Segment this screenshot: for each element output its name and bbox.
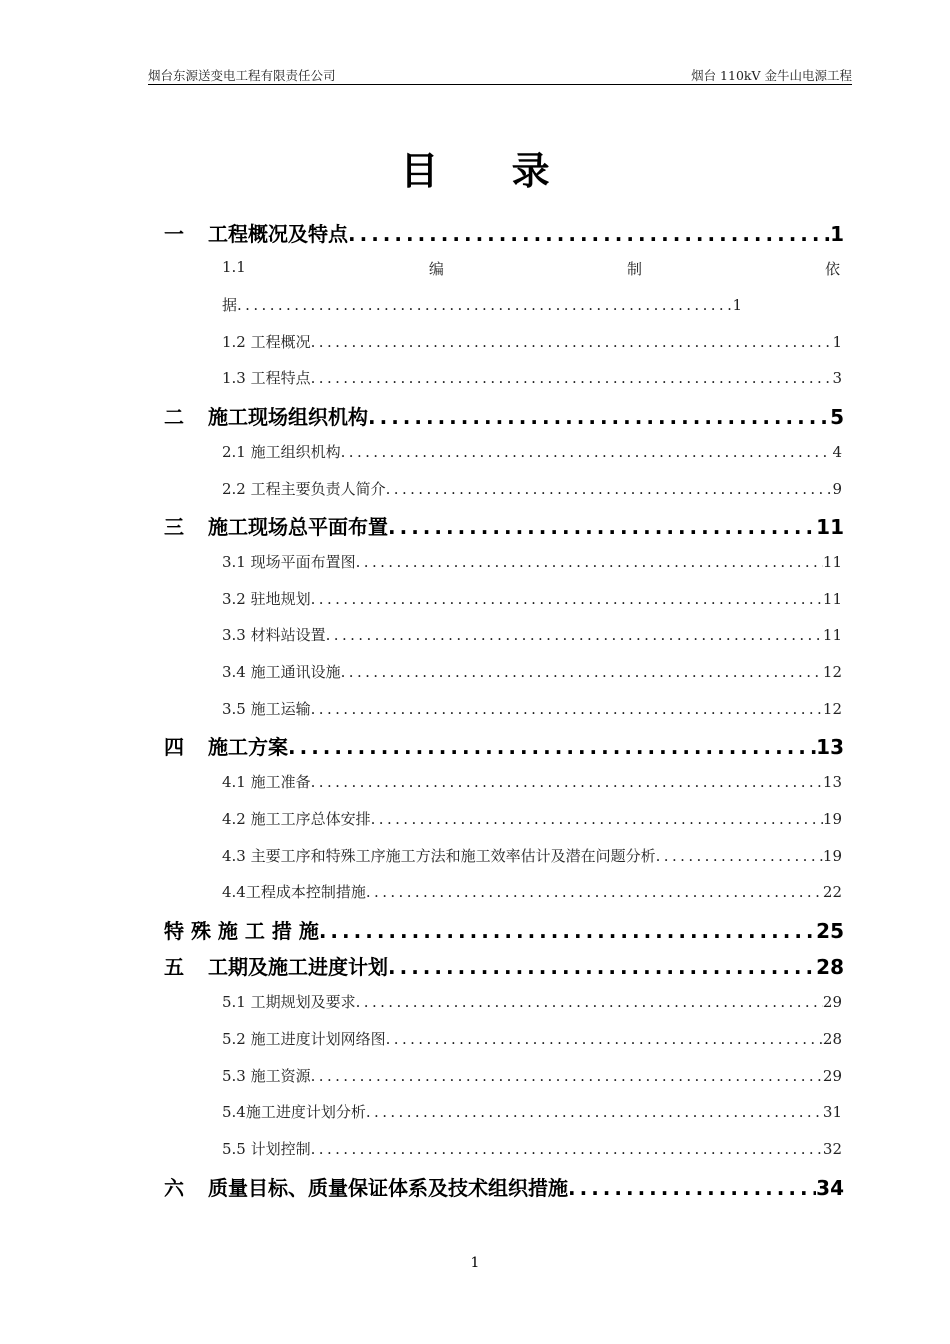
toc-chapter-2[interactable] <box>164 401 844 430</box>
page-number: 12 <box>822 700 842 718</box>
section-title: 3.3 材料站设置 <box>222 626 326 644</box>
header-project: 烟台 110kV 金牛山电源工程 <box>691 68 852 83</box>
chapter-number: 二 <box>164 405 184 429</box>
section-title: 2.2 工程主要负责人简介 <box>222 480 386 498</box>
header-company: 烟台东源送变电工程有限责任公司 <box>148 68 336 83</box>
page-number: 29 <box>822 993 842 1011</box>
page-number: 4 <box>832 443 842 461</box>
toc-section-5-4[interactable] <box>222 1101 842 1122</box>
toc-section-5-3[interactable] <box>222 1065 842 1086</box>
page-number: 22 <box>822 883 842 901</box>
page-number: 11 <box>822 553 842 571</box>
toc-section-2-1[interactable] <box>222 441 842 462</box>
leader-dots <box>311 369 833 387</box>
toc-section-3-4[interactable] <box>222 661 842 682</box>
leader-dots <box>366 883 823 901</box>
leader-dots <box>348 222 830 246</box>
chapter-title: 施工现场总平面布置 <box>208 515 388 539</box>
page-number: 11 <box>822 590 842 608</box>
page-number: 34 <box>816 1176 844 1200</box>
leader-dots <box>326 626 823 644</box>
toc-section-4-4[interactable] <box>222 881 842 902</box>
leader-dots <box>386 480 833 498</box>
leader-dots <box>311 773 823 791</box>
page-number: 13 <box>816 735 844 759</box>
page-number: 13 <box>822 773 842 791</box>
leader-dots <box>388 515 816 539</box>
toc-special-measures[interactable] <box>164 915 844 944</box>
section-title: 2.1 施工组织机构 <box>222 443 341 461</box>
section-title: 1.3 工程特点 <box>222 369 311 387</box>
toc-chapter-1[interactable] <box>164 218 844 247</box>
page-number: 9 <box>832 480 842 498</box>
leader-dots <box>368 405 830 429</box>
section-word-2: 制 <box>626 260 642 278</box>
section-title: 5.4施工进度计划分析 <box>222 1103 366 1121</box>
section-title: 3.5 施工运输 <box>222 700 311 718</box>
section-title: 5.5 计划控制 <box>222 1140 311 1158</box>
toc-section-3-3[interactable] <box>222 624 842 645</box>
leader-dots <box>388 955 816 979</box>
leader-dots <box>311 700 823 718</box>
toc-section-1-3[interactable] <box>222 367 842 388</box>
section-title: 4.2 施工工序总体安排 <box>222 810 371 828</box>
section-title: 5.3 施工资源 <box>222 1067 311 1085</box>
leader-dots <box>311 1067 823 1085</box>
leader-dots <box>356 993 823 1011</box>
leader-dots <box>656 847 823 865</box>
leader-dots <box>311 590 823 608</box>
leader-dots <box>341 443 833 461</box>
toc-chapter-6[interactable] <box>164 1172 844 1201</box>
chapter-number: 一 <box>164 222 184 246</box>
toc-section-4-2[interactable] <box>222 808 842 829</box>
toc-section-4-3[interactable] <box>222 845 842 866</box>
page-header <box>148 66 852 85</box>
section-number: 1.1 <box>222 258 246 276</box>
chapter-number: 四 <box>164 735 184 759</box>
page-number: 31 <box>822 1103 842 1121</box>
section-title: 3.1 现场平面布置图 <box>222 553 356 571</box>
leader-dots <box>371 810 823 828</box>
toc-chapter-5[interactable] <box>164 951 844 980</box>
chapter-title: 工程概况及特点 <box>208 222 348 246</box>
leader-dots <box>319 919 816 943</box>
chapter-number: 三 <box>164 515 184 539</box>
page-number: 11 <box>816 515 844 539</box>
page-number: 29 <box>822 1067 842 1085</box>
leader-dots <box>366 1103 823 1121</box>
leader-dots <box>288 735 816 759</box>
toc-title: 目 录 <box>400 149 580 193</box>
chapter-title: 工期及施工进度计划 <box>208 955 388 979</box>
leader-dots <box>341 663 823 681</box>
chapter-title: 施工方案 <box>208 735 288 759</box>
page-number: 11 <box>822 626 842 644</box>
chapter-title: 特 殊 施 工 措 施 <box>164 919 319 943</box>
leader-dots <box>311 333 833 351</box>
section-title: 5.2 施工进度计划网络图 <box>222 1030 386 1048</box>
section-title: 3.2 驻地规划 <box>222 590 311 608</box>
section-title: 5.1 工期规划及要求 <box>222 993 356 1011</box>
section-title: 4.4工程成本控制措施 <box>222 883 366 901</box>
page-footer-number: 1 <box>470 1255 480 1271</box>
toc-section-3-1[interactable] <box>222 551 842 572</box>
leader-dots <box>386 1030 823 1048</box>
leader-dots <box>568 1176 816 1200</box>
page-number: 3 <box>832 369 842 387</box>
toc-section-5-2[interactable] <box>222 1028 842 1049</box>
page-number: 28 <box>822 1030 842 1048</box>
toc-section-2-2[interactable] <box>222 478 842 499</box>
leader-dots <box>311 1140 823 1158</box>
section-word-4: 据 <box>222 296 238 314</box>
page-number: 1 <box>832 333 842 351</box>
page-number: 1 <box>732 296 742 314</box>
page-number: 1 <box>830 222 844 246</box>
section-title: 4.3 主要工序和特殊工序施工方法和施工效率估计及潜在问题分析 <box>222 847 656 865</box>
chapter-title: 质量目标、质量保证体系及技术组织措施 <box>208 1176 568 1200</box>
chapter-number: 六 <box>164 1176 184 1200</box>
leader-dots <box>356 553 823 571</box>
section-word-1: 编 <box>428 260 444 278</box>
page-number: 19 <box>822 810 842 828</box>
chapter-title: 施工现场组织机构 <box>208 405 368 429</box>
section-word-3: 依 <box>824 260 840 278</box>
leader-dots <box>237 296 732 314</box>
toc-section-1-1-line2[interactable] <box>222 294 742 315</box>
section-title: 3.4 施工通讯设施 <box>222 663 341 681</box>
toc-section-3-5[interactable] <box>222 698 842 719</box>
toc-chapter-4[interactable] <box>164 731 844 760</box>
page-number: 12 <box>822 663 842 681</box>
toc-chapter-3[interactable] <box>164 511 844 540</box>
toc-section-1-2[interactable] <box>222 331 842 352</box>
toc-section-5-5[interactable] <box>222 1138 842 1159</box>
page-number: 5 <box>830 405 844 429</box>
page-number: 25 <box>816 919 844 943</box>
toc-section-3-2[interactable] <box>222 588 842 609</box>
page-number: 32 <box>822 1140 842 1158</box>
page-number: 28 <box>816 955 844 979</box>
toc-section-1-1-line1[interactable] <box>222 258 840 279</box>
toc-section-4-1[interactable] <box>222 771 842 792</box>
page-number: 19 <box>822 847 842 865</box>
section-title: 4.1 施工准备 <box>222 773 311 791</box>
toc-section-5-1[interactable] <box>222 991 842 1012</box>
chapter-number: 五 <box>164 955 184 979</box>
section-title: 1.2 工程概况 <box>222 333 311 351</box>
